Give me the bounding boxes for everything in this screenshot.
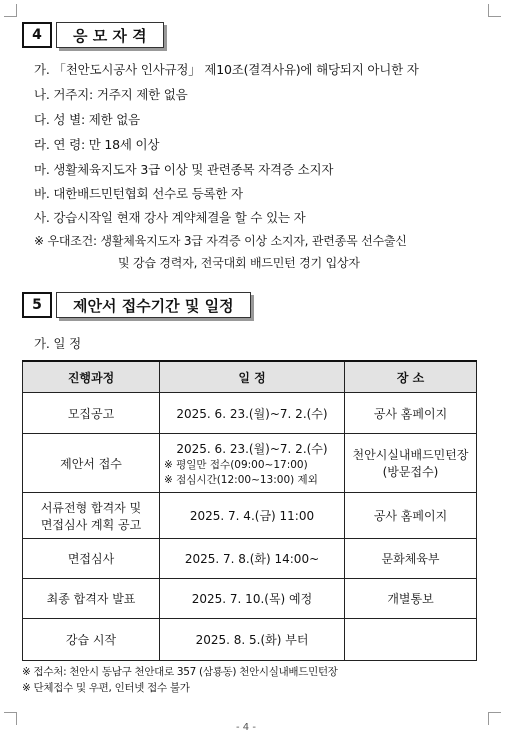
table-row	[23, 493, 477, 539]
footnote: ※ 단체접수 및 우편, 인터넷 접수 불가	[22, 682, 190, 694]
crop-mark-bottom-right	[488, 712, 501, 725]
place-main: 천안시실내배드민턴장	[352, 448, 469, 462]
place-cell	[345, 434, 477, 493]
section-4-number: 4	[22, 22, 52, 48]
table-row	[23, 434, 477, 493]
process-cell: 제안서 접수	[23, 434, 160, 493]
header-process: 진행과정	[23, 361, 160, 393]
process-cell: 모집공고	[23, 393, 160, 434]
schedule-note: ※ 평일만 접수(09:00~17:00)	[164, 458, 308, 471]
schedule-cell: 2025. 7. 4.(금) 11:00	[160, 493, 345, 539]
table-header-row	[23, 361, 477, 393]
schedule-cell	[160, 434, 345, 493]
section-5-number: 5	[22, 292, 52, 318]
table-row	[23, 539, 477, 579]
preference-note-continued: 및 강습 경력자, 전국대회 배드민턴 경기 입상자	[118, 256, 360, 270]
process-cell: 최종 합격자 발표	[23, 579, 160, 619]
crop-mark-bottom-left	[4, 712, 17, 725]
qualification-item: 가. 「천안도시공사 인사규정」 제10조(결격사유)에 해당되지 아니한 자	[34, 62, 419, 77]
schedule-cell: 2025. 8. 5.(화) 부터	[160, 619, 345, 661]
qualification-item: 나. 거주지: 거주지 제한 없음	[34, 87, 188, 102]
header-place: 장 소	[345, 361, 477, 393]
qualification-item: 바. 대한배드민턴협회 선수로 등록한 자	[34, 186, 243, 201]
section-4-heading	[22, 22, 164, 48]
place-cell	[345, 619, 477, 661]
header-schedule: 일 정	[160, 361, 345, 393]
schedule-table	[22, 360, 477, 661]
process-cell: 강습 시작	[23, 619, 160, 661]
table-row	[23, 393, 477, 434]
qualification-item: 다. 성 별: 제한 없음	[34, 112, 141, 127]
section-4-title: 응 모 자 격	[56, 22, 164, 48]
qualification-item: 라. 연 령: 만 18세 이상	[34, 137, 160, 152]
qualification-item: 사. 강습시작일 현재 강사 계약체결을 할 수 있는 자	[34, 210, 306, 225]
place-cell: 개별통보	[345, 579, 477, 619]
schedule-cell: 2025. 6. 23.(월)~7. 2.(수)	[160, 393, 345, 434]
section-5-heading	[22, 292, 251, 318]
place-cell: 공사 홈페이지	[345, 393, 477, 434]
page-number: - 4 -	[236, 722, 256, 733]
qualification-item: 마. 생활체육지도자 3급 이상 및 관련종목 자격증 소지자	[34, 162, 334, 177]
process-cell	[23, 493, 160, 539]
schedule-note: ※ 점심시간(12:00~13:00) 제외	[164, 473, 318, 486]
process-cell: 면접심사	[23, 539, 160, 579]
process-line: 서류전형 합격자 및	[40, 500, 142, 515]
schedule-subheading: 가. 일 정	[34, 336, 81, 351]
section-5-title: 제안서 접수기간 및 일정	[56, 292, 251, 318]
place-cell: 문화체육부	[345, 539, 477, 579]
table-row	[23, 579, 477, 619]
schedule-cell: 2025. 7. 10.(목) 예정	[160, 579, 345, 619]
crop-mark-top-left	[4, 4, 17, 17]
preference-note: ※ 우대조건: 생활체육지도자 3급 자격증 이상 소지자, 관련종목 선수출신	[34, 234, 407, 248]
crop-mark-top-right	[488, 4, 501, 17]
schedule-cell: 2025. 7. 8.(화) 14:00~	[160, 539, 345, 579]
footnote: ※ 접수처: 천안시 동남구 천안대로 357 (삼룡동) 천안시실내배드민턴장	[22, 666, 338, 678]
place-sub: (방문접수)	[382, 465, 439, 479]
schedule-main: 2025. 6. 23.(월)~7. 2.(수)	[176, 441, 328, 456]
place-cell: 공사 홈페이지	[345, 493, 477, 539]
table-row	[23, 619, 477, 661]
process-line: 면접심사 계획 공고	[40, 517, 142, 532]
